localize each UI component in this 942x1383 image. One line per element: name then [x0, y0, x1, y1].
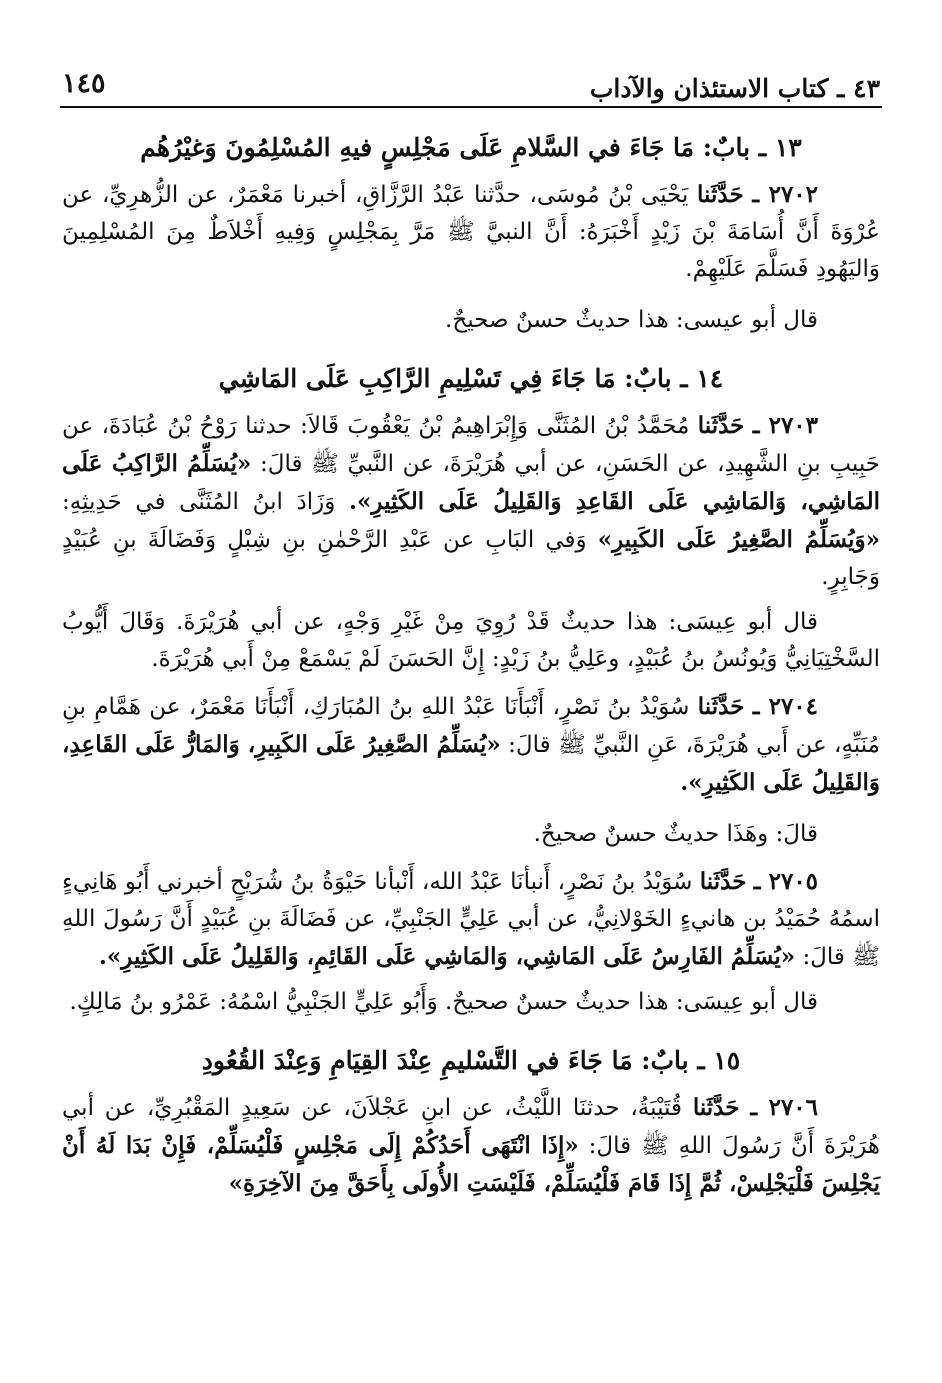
hadith-text: سُوَيْدُ بنُ نَصْرٍ، أَنْبَأَنَا عَبْدُ اللهِ بنُ المُبَارَكِ، أَنْبَأَنَا مَعْمَرٌ، عن هَمَّامِ بنِ مُنَبِّهٍ، عن أَبي هُرَيْرَةَ، عَنِ النَّبيِّ ﷺ قالَ: [62, 694, 881, 758]
hadith-2705 [62, 863, 880, 976]
page-number: ١٤٥ [62, 68, 106, 99]
chapter-heading-15: ١٥ ـ بابٌ: مَا جَاءَ في التَّسْليمِ عِنْدَ القِيَامِ وَعِنْدَ القُعُودِ [201, 1046, 741, 1075]
hadith-number: ٢٧٠٥ ـ [753, 868, 819, 895]
haddathana-word: حَدَّثَنا [697, 412, 745, 439]
hadith-text: مُحَمَّدُ بْنُ المُثَنَّى وَإِبْرَاهِيمُ بْنُ يَعْقُوبَ قَالاَ: حدثنا رَوْحُ بْنُ عُبَادَةَ، عن حَبِيبِ بنِ الشَّهِيدِ، عن الحَسَنِ، عن أبي هُرَيْرَةَ، عن النَّبيِّ ﷺ قالَ: [62, 413, 880, 477]
hadith-comment-2703: قال أبو عِيسَى: هذا حديثٌ قَدْ رُوِيَ مِنْ غَيْرِ وَجْهٍ، عن أبي هُرَيْرَةَ. وَقَالَ أَيُّوبُ السَّخْتِيَانِيُّ وَيُونُسُ بنُ عُبَيْدٍ، وعَلِيُّ بنُ زَيْدٍ: إِنَّ الحَسَنَ لَمْ يَسْمَعْ مِنْ أَبي هُرَيْرَةَ. [62, 609, 880, 672]
hadith-text: يَحْيَى بْنُ مُوسَى، حدَّثنا عَبْدُ الرَّزَّاقِ، أخبرنا مَعْمَرٌ، عن الزُّهرِيِّ، عن عُرْوَةَ أَنَّ أُسَامَةَ بْنَ زَيْدٍ أَخْبَرَهُ: أَنَّ النبيَّ ﷺ مَرَّ بِمَجْلِسٍ وَفِيهِ أَخْلاَطٌ مِنَ المُسْلِمِينَ وَاليَهُودِ فَسَلَّمَ عَلَيْهِمْ. [62, 182, 880, 282]
hadith-comment-2705: قال أبو عِيسَى: هذا حديثٌ حسنٌ صحيحٌ. وَأَبُو عَلِيٍّ الجَنْبِيُّ اسْمُهُ: عَمْرُو بنُ مَالِكٍ. [69, 989, 818, 1015]
hadith-2706 [62, 1089, 880, 1203]
hadith-matn: «يُسَلِّمُ الرَّاكِبُ عَلَى المَاشِي، وَالمَاشِي عَلَى القَاعِدِ وَالقَلِيلُ عَلَى الكَثِيرِ». [62, 450, 880, 515]
hadith-text: سُوَيْدُ بنُ نَصْرٍ، أَنبأنَا عَبْدُ الله، أَنْبأنا حَيْوَةُ بنُ شُرَيْحٍ أخبرني أَبُو هَانِيءٍ اسمُهُ حُمَيْدُ بن هانيءٍ الخَوْلانِيُّ، عن أبي عَلِيٍّ الجَنْبِيِّ، عن فَضَالَةَ بنِ عُبَيْدٍ أَنَّ رَسُولَ اللهِ ﷺ قالَ: [62, 869, 880, 970]
hadith-number: ٢٧٠٢ ـ [752, 181, 819, 208]
haddathana-word: حَدَّثَنا [692, 1094, 740, 1121]
haddathana-word: حَدَّثَنا [697, 181, 744, 208]
haddathana-word: حَدَّثَنا [697, 693, 745, 720]
page-header [60, 50, 882, 108]
hadith-matn: «يُسَلِّمُ الفَارِسُ عَلَى المَاشِي، وَالمَاشِي عَلَى القَائِمِ، وَالقَلِيلُ عَلَى الكَثِيرِ». [98, 943, 796, 970]
chapter-heading-13: ١٣ ـ بابٌ: مَا جَاءَ في السَّلامِ عَلَى مَجْلِسٍ فيهِ المُسْلِمُونَ وَغيْرُهُم [140, 133, 802, 162]
hadith-comment-2704: قالَ: وهَذَا حديثٌ حسنٌ صحيحٌ. [533, 821, 818, 847]
hadith-text: قُتَيْبَةُ، حدثنَا اللَّيْثُ، عن ابنِ عَجْلاَنَ، عن سَعِيدٍ المَقْبُرِيِّ، عن أبي هُرَيْرَةَ أَنَّ رَسُولَ اللهِ ﷺ قالَ: [62, 1095, 881, 1159]
hadith-number: ٢٧٠٣ ـ [752, 412, 819, 439]
hadith-2704 [62, 688, 880, 802]
hadith-2703 [62, 407, 880, 596]
hadith-text-3: وَفي البَابِ عن عَبْدِ الرَّحْمٰنِ بنِ شِبْلٍ وَفَضَالَةَ بنِ عُبَيْدٍ وَجَابِرٍ. [62, 527, 880, 590]
hadith-number: ٢٧٠٤ ـ [752, 693, 819, 720]
hadith-number: ٢٧٠٦ ـ [750, 1094, 819, 1121]
hadith-matn-2: «وَيُسَلِّمُ الصَّغِيرُ عَلَى الكَبِيرِ» [597, 526, 881, 553]
hadith-text-2: وَزَادَ ابنُ المُثَنَّى في حَدِيثِهِ: [62, 489, 336, 515]
haddathana-word: حَدَّثَنا [699, 868, 747, 895]
hadith-2702 [62, 176, 880, 288]
hadith-comment-2702: قال أبو عيسى: هذا حديثٌ حسنٌ صحيحٌ. [445, 307, 818, 333]
hadith-matn: «إِذَا انْتَهَى أَحَدُكُمْ إِلَى مَجْلِسٍ فَلْيُسَلِّمْ، فَإِنْ بَدَا لَهُ أَنْ يَجْلِسَ فَلْيَجْلِسْ، ثُمَّ إِذَا قَامَ فَلْيُسَلِّمْ، فَلَيْسَتِ الأُولَى بِأَحَقَّ مِنَ الآخِرَةِ» [62, 1132, 880, 1197]
hadith-matn: «يُسَلِّمُ الصَّغِيرُ عَلَى الكَبِيرِ، وَالمَارُّ عَلَى القَاعِدِ، وَالقَلِيلُ عَلَى الكَثِيرِ». [62, 731, 880, 796]
chapter-heading-14: ١٤ ـ بابٌ: مَا جَاءَ فِي تَسْلِيمِ الرَّاكِبِ عَلَى المَاشِي [218, 364, 724, 393]
running-title: ٤٣ ـ كتاب الاستئذان والآداب [589, 74, 880, 103]
